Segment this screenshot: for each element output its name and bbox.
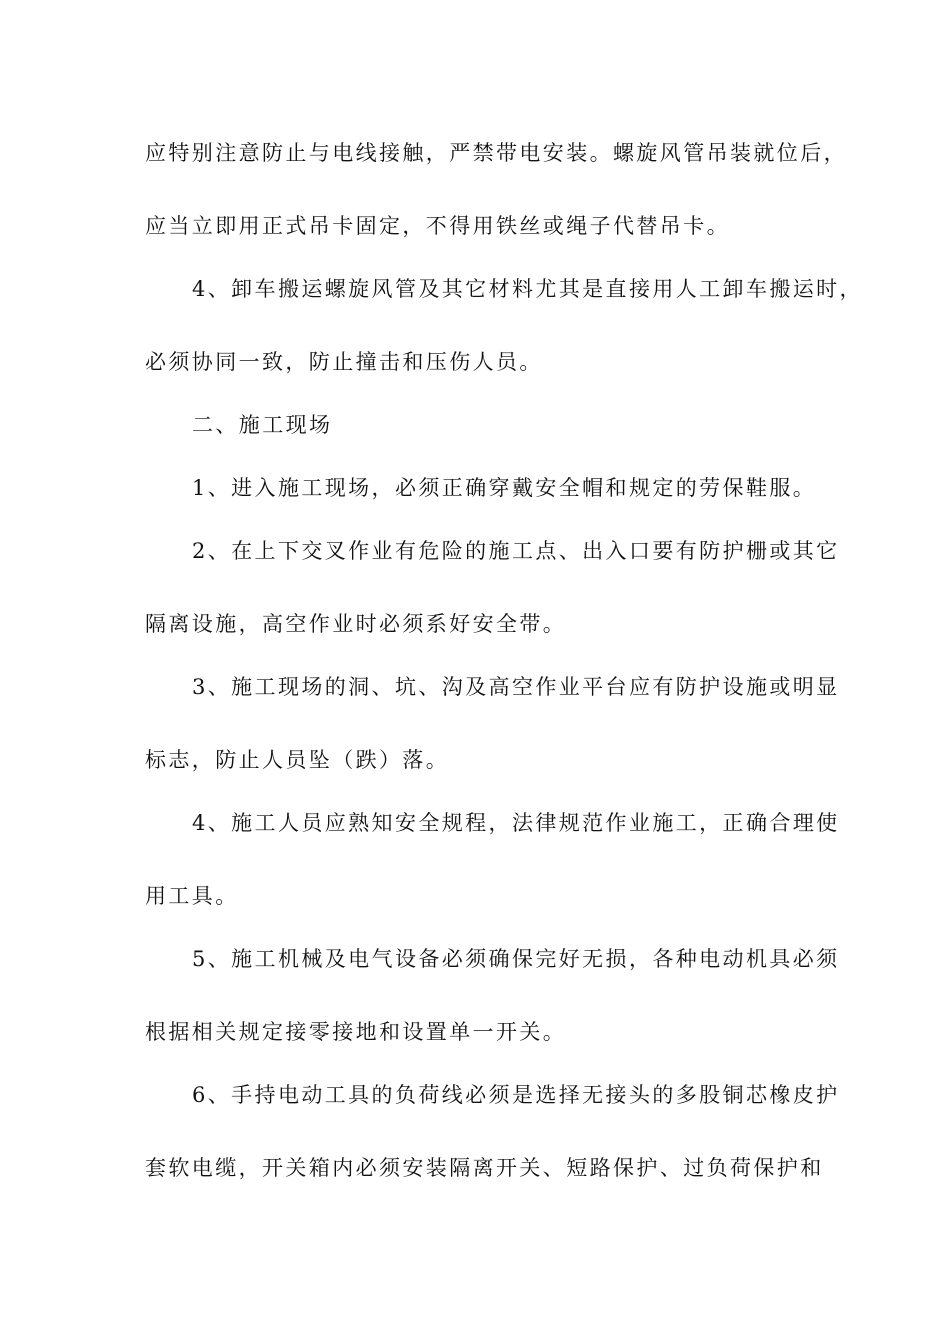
- paragraph-start: 4、卸车搬运螺旋风管及其它材料尤其是直接用人工卸车搬运时，: [192, 277, 863, 301]
- section-heading: 二、施工现场: [192, 413, 333, 437]
- paragraph-start: 3、施工现场的洞、坑、沟及高空作业平台应有防护设施或明显: [192, 675, 840, 699]
- text-line: 应当立即用正式吊卡固定，不得用铁丝或绳子代替吊卡。: [145, 214, 730, 238]
- text-line: 标志，防止人员坠（跌）落。: [145, 748, 450, 772]
- text-line: 用工具。: [145, 884, 239, 908]
- paragraph-start: 6、手持电动工具的负荷线必须是选择无接头的多股铜芯橡皮护: [192, 1083, 840, 1107]
- text-line: 应特别注意防止与电线接触，严禁带电安装。螺旋风管吊装就位后，: [145, 141, 847, 165]
- text-line: 隔离设施，高空作业时必须系好安全带。: [145, 612, 567, 636]
- paragraph-start: 2、在上下交叉作业有危险的施工点、出入口要有防护栅或其它: [192, 539, 840, 563]
- text-line: 套软电缆，开关箱内必须安装隔离开关、短路保护、过负荷保护和: [145, 1156, 824, 1180]
- paragraph-start: 1、进入施工现场，必须正确穿戴安全帽和规定的劳保鞋服。: [192, 476, 817, 500]
- text-line: 根据相关规定接零接地和设置单一开关。: [145, 1020, 567, 1044]
- text-line: 必须协同一致，防止撞击和压伤人员。: [145, 350, 543, 374]
- paragraph-start: 4、施工人员应熟知安全规程，法律规范作业施工，正确合理使: [192, 811, 840, 835]
- paragraph-start: 5、施工机械及电气设备必须确保完好无损，各种电动机具必须: [192, 947, 840, 971]
